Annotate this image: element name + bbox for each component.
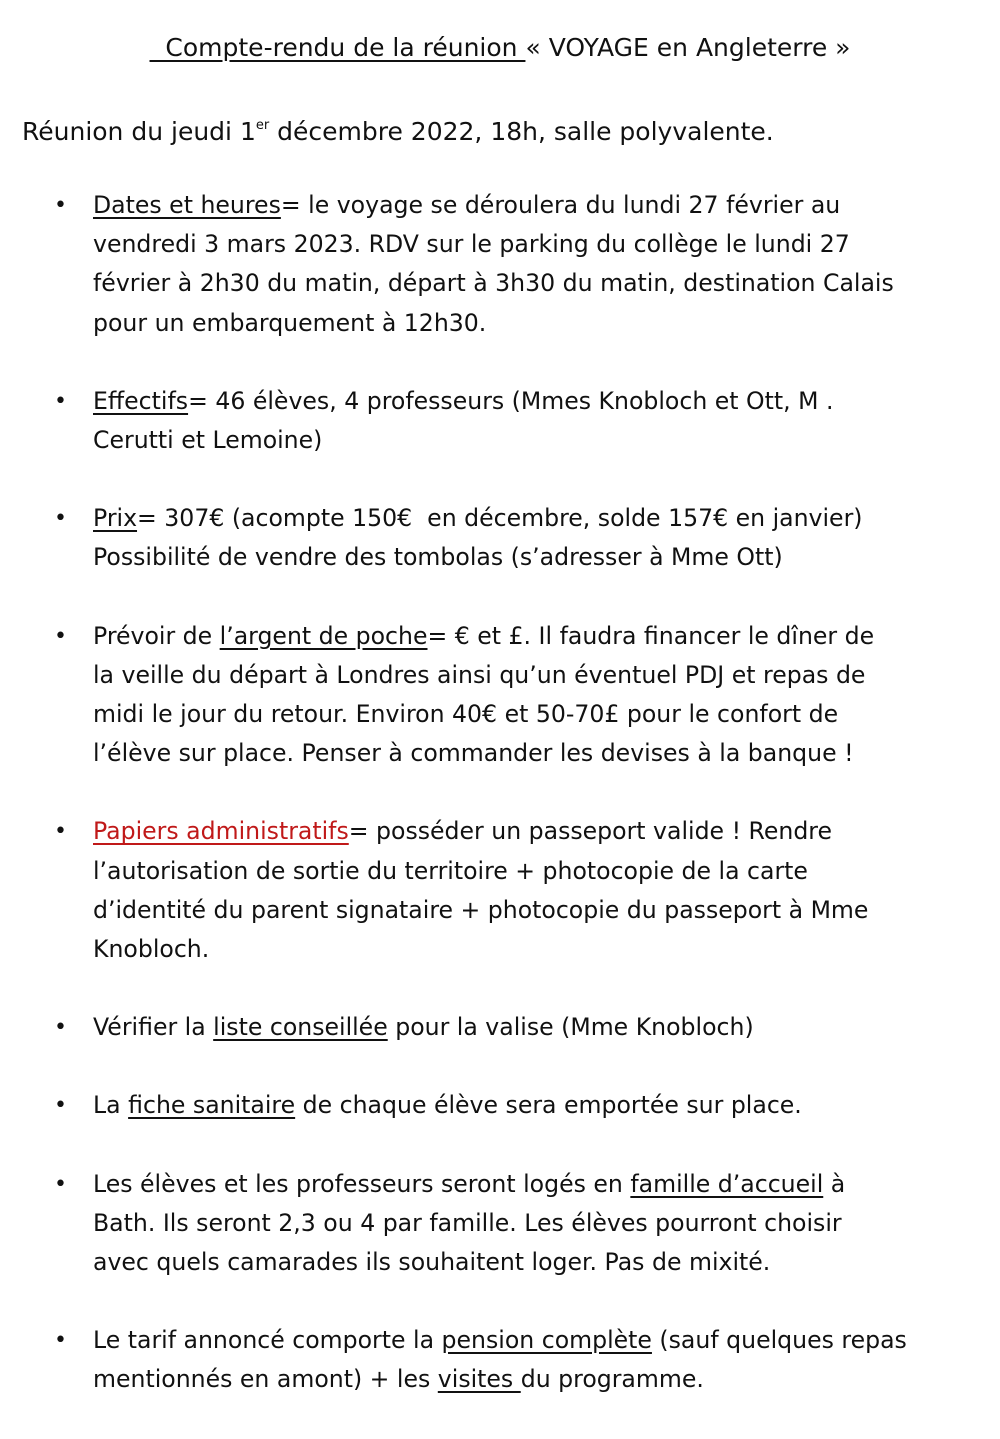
title-underlined-part: Compte-rendu de la réunion — [149, 33, 526, 62]
item-text: Le tarif annoncé comporte la — [93, 1326, 442, 1355]
item-text: d’identité du parent signataire + photocopie du passeport à Mme — [93, 895, 869, 924]
meeting-date-suffix: décembre 2022, 18h, salle polyvalente. — [269, 117, 774, 146]
item-text: = le voyage se déroulera du lundi 27 février au — [280, 191, 841, 219]
bullet-icon: • — [54, 193, 67, 218]
item-text: de chaque élève sera emportée sur place. — [295, 1091, 802, 1120]
bullet-icon: • — [54, 388, 67, 414]
item-text: l’autorisation de sortie du territoire + photocopie de la carte — [93, 856, 808, 885]
keyword-dates: Dates et heures — [93, 191, 281, 219]
item-text: vendredi 3 mars 2023. RDV sur le parking du collège le lundi 27 — [93, 230, 850, 259]
item-text: midi le jour du retour. Environ 40€ et 50-70£ pour le confort de — [93, 700, 839, 729]
list-item-fiche-sanitaire — [0, 1086, 1000, 1125]
item-text: l’élève sur place. Penser à commander les devises à la banque ! — [93, 739, 854, 768]
item-text: Vérifier la — [93, 1013, 214, 1042]
item-text: Possibilité de vendre des tombolas (s’adresser à Mme Ott) — [93, 543, 783, 572]
item-text: = 307€ (acompte 150€ en décembre, solde 157€ en janvier) — [137, 504, 863, 533]
keyword-visites: visites — [437, 1365, 521, 1394]
list-item-papiers — [0, 812, 1000, 969]
item-text: = posséder un passeport valide ! Rendre — [348, 817, 832, 846]
keyword-papiers-administratifs: Papiers administratifs — [93, 817, 349, 846]
list-item-argent-de-poche — [0, 617, 1000, 774]
item-text: (sauf quelques repas — [651, 1326, 907, 1355]
item-text: Bath. Ils seront 2,3 ou 4 par famille. Les élèves pourront choisir — [93, 1208, 842, 1237]
bullet-icon: • — [54, 623, 67, 649]
item-text: Les élèves et les professeurs seront logés en — [93, 1169, 631, 1198]
meeting-date-ordinal: er — [255, 118, 270, 133]
item-text: Prévoir de — [93, 621, 220, 650]
meeting-date-prefix: Réunion du jeudi 1 — [22, 117, 256, 146]
keyword-pension-complete: pension complète — [441, 1326, 652, 1355]
list-item-famille-accueil — [0, 1165, 1000, 1283]
item-text: à — [823, 1169, 846, 1198]
bullet-icon: • — [54, 1328, 67, 1354]
list-item-effectifs — [0, 382, 1000, 460]
bullet-icon: • — [54, 819, 67, 845]
keyword-fiche-sanitaire: fiche sanitaire — [128, 1091, 296, 1120]
item-text: février à 2h30 du matin, départ à 3h30 du matin, destination Calais — [93, 269, 894, 298]
keyword-famille-accueil: famille d’accueil — [630, 1169, 824, 1198]
item-text: pour un embarquement à 12h30. — [93, 308, 487, 337]
item-text: Cerutti et Lemoine) — [93, 426, 323, 455]
item-text: du programme. — [520, 1365, 704, 1394]
bullet-icon: • — [54, 1015, 67, 1041]
item-text: avec quels camarades ils souhaitent loger. Pas de mixité. — [93, 1248, 771, 1277]
item-text: = 46 élèves, 4 professeurs (Mmes Knobloch et Ott, M . — [188, 386, 834, 415]
keyword-effectifs: Effectifs — [93, 386, 189, 415]
list-item-liste — [0, 1008, 1000, 1047]
item-text: La — [93, 1091, 129, 1120]
list-item-prix — [0, 499, 1000, 577]
item-text: Knobloch. — [93, 935, 210, 964]
item-text: la veille du départ à Londres ainsi qu’un éventuel PDJ et repas de — [93, 660, 866, 689]
list-item-dates — [0, 186, 1000, 343]
item-text: pour la valise (Mme Knobloch) — [387, 1013, 754, 1042]
item-text: mentionnés en amont) + les — [93, 1365, 438, 1394]
info-list — [0, 186, 1000, 1439]
bullet-icon: • — [54, 1093, 67, 1119]
bullet-icon: • — [54, 506, 67, 532]
keyword-liste-conseillee: liste conseillée — [213, 1013, 388, 1042]
document-title — [0, 30, 1000, 66]
keyword-argent-de-poche: l’argent de poche — [219, 621, 428, 650]
meeting-info — [22, 108, 774, 150]
title-trip-name: « VOYAGE en Angleterre » — [525, 33, 851, 62]
keyword-prix: Prix — [93, 504, 138, 533]
list-item-pension — [0, 1321, 1000, 1399]
bullet-icon: • — [54, 1171, 67, 1197]
item-text: = € et £. Il faudra financer le dîner de — [427, 621, 875, 650]
